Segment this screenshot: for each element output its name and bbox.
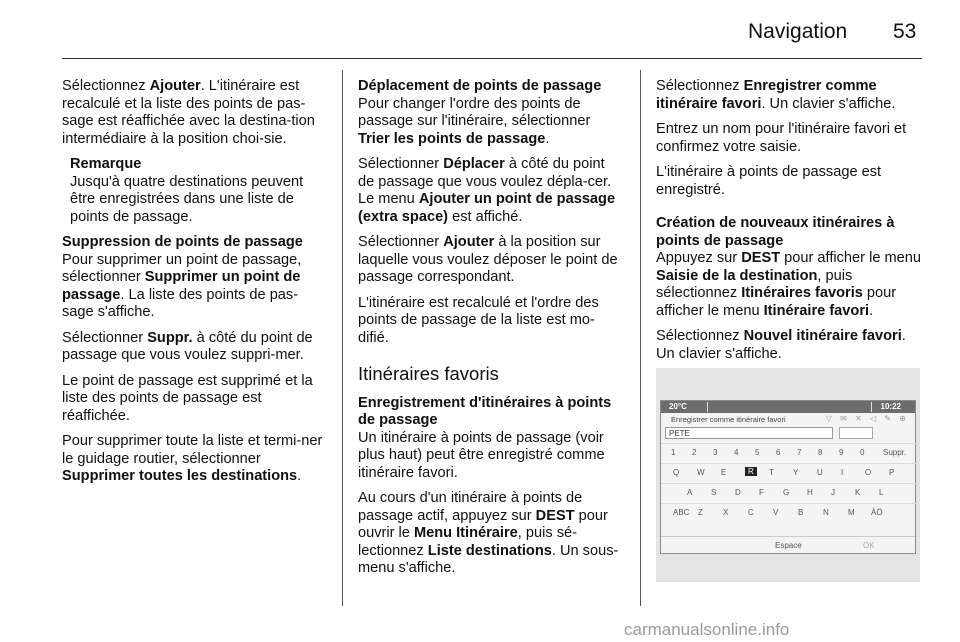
keyboard-key[interactable]: 4 <box>734 448 739 457</box>
keyboard-key[interactable]: F <box>759 488 764 497</box>
keyboard-key[interactable]: Y <box>793 468 799 477</box>
keyboard-key[interactable]: B <box>798 508 804 517</box>
status-separator <box>707 402 708 412</box>
section-heading-move: Déplacement de points de passage <box>358 78 602 94</box>
screen-illustration <box>656 368 920 582</box>
paragraph: Sélectionnez Nouvel itinéraire favori. Un clavier s'affiche. <box>656 328 906 362</box>
keyboard-key[interactable]: O <box>865 468 872 477</box>
paragraph: Sélectionner Déplacer à côté du point de passage que vous voulez dépla-cer. Le menu Ajouter un point de passage (extra space) est affiché. <box>358 156 616 225</box>
keyboard-key[interactable]: R <box>745 467 757 476</box>
keyboard-row-3 <box>661 503 917 522</box>
status-separator <box>871 402 872 412</box>
keyboard-row-digits <box>661 443 917 462</box>
keyboard-key[interactable]: 8 <box>818 448 823 457</box>
name-input[interactable]: PETE <box>665 427 833 439</box>
keyboard-key[interactable]: N <box>823 508 829 517</box>
paragraph: L'itinéraire à points de passage est enregistré. <box>656 164 882 198</box>
keyboard-screen <box>660 400 916 554</box>
keyboard-key[interactable]: V <box>773 508 779 517</box>
paragraph: L'itinéraire est recalculé et l'ordre des points de passage de la liste est mo-difié. <box>358 294 599 346</box>
keyboard-row-1 <box>661 463 917 482</box>
section-heading-favorites: Itinéraires favoris <box>358 363 499 384</box>
keyboard-key[interactable]: S <box>711 488 717 497</box>
keyboard-key[interactable]: Z <box>698 508 703 517</box>
keyboard-key[interactable]: Suppr. <box>883 448 907 457</box>
status-icons: ▽ ✉ ✕ ◁ ✎ ⊕ <box>825 414 909 423</box>
keyboard-key[interactable]: H <box>807 488 813 497</box>
keyboard-key[interactable]: M <box>848 508 855 517</box>
keyboard-key[interactable]: D <box>735 488 741 497</box>
note-box <box>62 156 328 226</box>
keyboard-key[interactable]: T <box>769 468 774 477</box>
keyboard-key[interactable]: E <box>721 468 727 477</box>
section-heading-save: Enregistrement d'itinéraires à points de passage <box>358 394 612 428</box>
keyboard-key[interactable]: P <box>889 468 895 477</box>
paragraph: Sélectionnez Enregistrer comme itinéraire favori. Un clavier s'affiche. <box>656 78 896 112</box>
column-3 <box>656 78 922 371</box>
keyboard-key[interactable]: A <box>687 488 693 497</box>
keyboard-key[interactable]: ÀÖ <box>871 508 883 517</box>
screen-titlebar <box>661 413 915 425</box>
note-title: Remarque <box>70 156 142 172</box>
keyboard-key[interactable]: L <box>879 488 884 497</box>
space-key[interactable]: Espace <box>775 541 802 550</box>
keyboard-key[interactable]: 9 <box>839 448 844 457</box>
keyboard-key[interactable]: J <box>831 488 835 497</box>
input-row <box>661 425 915 441</box>
column-divider <box>640 70 641 606</box>
column-1 <box>62 78 328 494</box>
status-bar <box>661 401 915 413</box>
keyboard-key[interactable]: 7 <box>797 448 802 457</box>
clock: 10:22 <box>880 402 901 411</box>
page-number: 53 <box>893 20 917 43</box>
keyboard-key[interactable]: U <box>817 468 823 477</box>
keyboard-key[interactable]: ABC <box>673 508 690 517</box>
ok-key[interactable]: OK <box>863 541 875 550</box>
column-2 <box>358 78 624 586</box>
watermark: carmanualsonline.info <box>624 620 790 639</box>
paragraph: Appuyez sur DEST pour afficher le menu Saisie de la destination, puis sélectionnez Itinéraires favoris pour afficher le menu Itinéraire favori. <box>656 250 921 319</box>
keyboard-key[interactable]: Q <box>673 468 680 477</box>
keyboard-key[interactable]: W <box>697 468 705 477</box>
paragraph: Sélectionner Suppr. à côté du point de passage que vous voulez suppri-mer. <box>62 329 313 363</box>
paragraph: Un itinéraire à points de passage (voir plus haut) peut être enregistré comme itinéraire favori. <box>358 429 605 481</box>
keyboard-key[interactable]: I <box>841 468 844 477</box>
keyboard-key[interactable]: 0 <box>860 448 865 457</box>
header-rule <box>62 58 922 59</box>
paragraph: Sélectionnez Ajouter. L'itinéraire est recalculé et la liste des points de pas-sage est réaffichée avec la destina-tion intermédiaire à la position choi-sie. <box>62 78 315 147</box>
paragraph: Pour supprimer un point de passage, sélectionner Supprimer un point de passage. La liste des points de pas-sage s'affiche. <box>62 251 302 320</box>
keyboard-key[interactable]: 3 <box>713 448 718 457</box>
keyboard-bottom-bar <box>661 536 915 553</box>
keyboard-key[interactable]: X <box>723 508 729 517</box>
section-heading-new: Création de nouveaux itinéraires à points de passage <box>656 215 895 249</box>
paragraph: Sélectionner Ajouter à la position sur laquelle vous voulez déposer le point de passage correspondant. <box>358 234 618 285</box>
screen-title: Enregistrer comme itinéraire favori <box>671 415 786 424</box>
paragraph: Le point de passage est supprimé et la liste des points de passage est réaffichée. <box>62 372 313 424</box>
keyboard-key[interactable]: 2 <box>692 448 697 457</box>
suggestion-box <box>839 427 873 439</box>
note-text: Jusqu'à quatre destinations peuvent être enregistrées dans une liste de points de passage. <box>70 173 304 225</box>
keyboard-key[interactable]: 5 <box>755 448 760 457</box>
section-heading-delete: Suppression de points de passage <box>62 234 303 250</box>
page-header-title: Navigation <box>748 20 848 43</box>
paragraph: Au cours d'un itinéraire à points de passage actif, appuyez sur DEST pour ouvrir le Menu Itinéraire, puis sé-lectionnez Liste destinations. Un sous-menu s'affiche. <box>358 490 619 576</box>
keyboard-key[interactable]: C <box>748 508 754 517</box>
keyboard-row-2 <box>661 483 917 502</box>
keyboard-key[interactable]: G <box>783 488 790 497</box>
paragraph: Entrez un nom pour l'itinéraire favori et confirmez votre saisie. <box>656 121 907 155</box>
keyboard-key[interactable]: K <box>855 488 861 497</box>
keyboard-key[interactable]: 1 <box>671 448 676 457</box>
temperature-readout: 20°C <box>669 402 687 411</box>
paragraph: Pour supprimer toute la liste et termi-ner le guidage routier, sélectionner Supprimer toutes les destinations. <box>62 433 323 484</box>
column-divider <box>342 70 343 606</box>
keyboard-key[interactable]: 6 <box>776 448 781 457</box>
paragraph: Pour changer l'ordre des points de passage sur l'itinéraire, sélectionner Trier les points de passage. <box>358 95 591 147</box>
